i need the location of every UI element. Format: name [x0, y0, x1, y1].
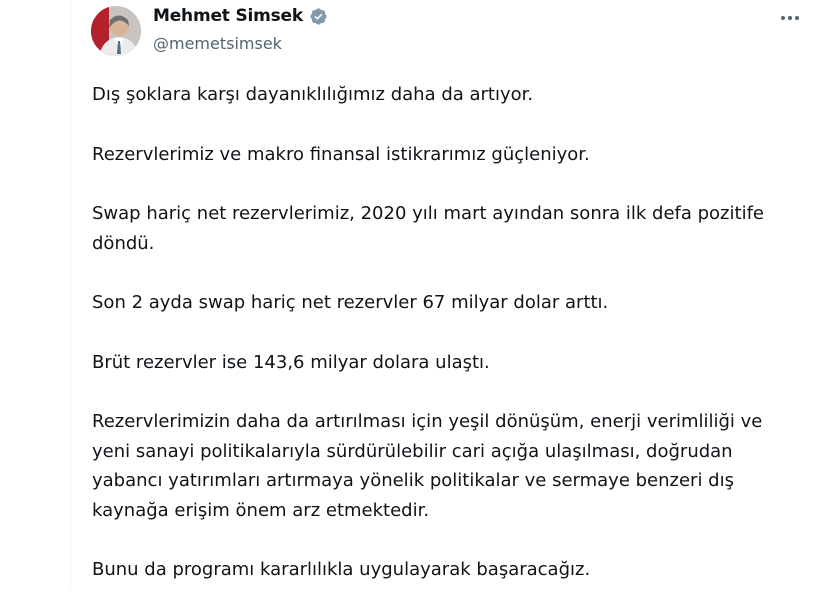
more-options-icon [780, 15, 800, 21]
tweet-paragraph: Bunu da programı kararlılıkla uygulayarak başaracağız. [92, 559, 591, 580]
author-name-row [153, 6, 328, 26]
author-display-name[interactable]: Mehmet Simsek [153, 6, 303, 26]
avatar-photo [91, 6, 141, 56]
tweet-paragraph: Son 2 ayda swap hariç net rezervler 67 milyar dolar arttı. [92, 292, 609, 313]
tweet-paragraph: Dış şoklara karşı dayanıklılığımız daha da artıyor. [92, 84, 534, 105]
tweet-paragraph: Brüt rezervler ise 143,6 milyar dolara ulaştı. [92, 351, 490, 373]
author-handle[interactable]: @memetsimsek [153, 34, 282, 53]
avatar[interactable] [91, 6, 141, 56]
verified-badge-icon [309, 7, 328, 26]
tweet-paragraph: Rezervlerimiz ve makro finansal istikrarımız güçleniyor. [92, 143, 590, 165]
tweet-card [70, 0, 830, 588]
tweet-text [92, 80, 792, 615]
tweet-paragraph: Swap hariç net rezervlerimiz, 2020 yılı mart ayından sonra ilk defa pozitife döndü. [92, 203, 764, 254]
tweet-paragraph: Rezervlerimizin daha da artırılması için yeşil dönüşüm, enerji verimliliği ve yeni sanayi politikalarıyla sürdürülebilir cari açığa ulaşılması, doğrudan yabancı yatırımları artırmaya yönelik politikalar ve sermaye benzeri dış kaynağa erişim önem arz etmektedir. [92, 411, 763, 521]
more-options-button[interactable] [773, 8, 807, 28]
